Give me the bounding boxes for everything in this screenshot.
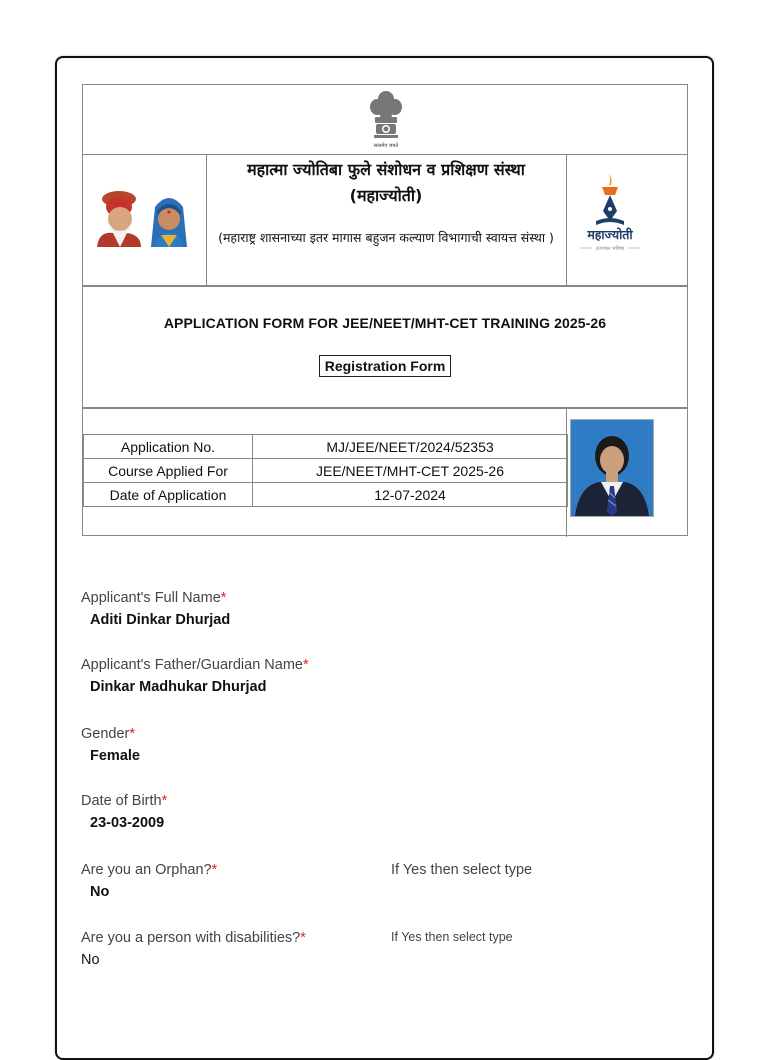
guardian-name-label-text: Applicant's Father/Guardian Name (81, 657, 303, 673)
orphan-label (81, 862, 217, 878)
orphan-label-text: Are you an Orphan? (81, 862, 212, 878)
gender-label (81, 726, 140, 742)
guardian-name-label (81, 657, 309, 673)
mahajyoti-logo-cell (566, 155, 687, 285)
emblem-row (82, 84, 688, 155)
required-marker: * (129, 726, 136, 742)
dob-value: 23-03-2009 (90, 815, 165, 831)
required-marker: * (300, 930, 306, 946)
full-name-field (81, 590, 230, 628)
application-date-label: Date of Application (84, 483, 253, 507)
dob-label (81, 793, 167, 809)
course-applied-label: Course Applied For (84, 459, 253, 483)
required-marker: * (220, 590, 227, 606)
institution-name: महात्मा ज्योतिबा फुले संशोधन व प्रशिक्षण संस्था (महाज्योती) (247, 160, 525, 205)
institution-subtitle: (महाराष्ट्र शासनाच्या इतर मागास बहुजन कल्याण विभागाची स्वायत्त संस्था ) (218, 230, 554, 245)
photo-cell (566, 408, 689, 537)
disability-label-text: Are you a person with disabilities? (81, 930, 301, 946)
registration-form-label: Registration Form (319, 355, 452, 377)
gender-label-text: Gender (81, 726, 130, 742)
form-title-row (82, 285, 688, 409)
table-row (84, 459, 568, 483)
gender-value: Female (90, 748, 140, 764)
form-title: APPLICATION FORM FOR JEE/NEET/MHT-CET TRAINING 2025-26 (163, 315, 607, 331)
orphan-field (81, 862, 217, 900)
gender-field (81, 726, 140, 764)
mahajyoti-logo-icon (566, 155, 687, 285)
required-marker: * (211, 862, 218, 878)
institution-row (82, 154, 688, 286)
guardian-name-field (81, 657, 309, 695)
required-marker: * (303, 657, 309, 673)
institution-name-cell (206, 155, 567, 285)
application-date-value: 12-07-2024 (253, 483, 568, 507)
founders-portrait-icon (83, 155, 206, 285)
orphan-type-label: If Yes then select type (391, 862, 533, 878)
disability-label (81, 930, 306, 946)
logo-text: महाज्योती (587, 227, 633, 242)
table-row (84, 435, 568, 459)
founders-portrait-cell (83, 155, 207, 285)
application-details-table (83, 434, 568, 507)
orphan-value: No (90, 884, 110, 900)
required-marker: * (161, 793, 168, 809)
disability-value: No (81, 952, 100, 968)
national-emblem-icon (367, 87, 405, 151)
table-row (84, 483, 568, 507)
application-no-label: Application No. (84, 435, 253, 459)
applicant-photo (570, 419, 654, 517)
logo-tagline: उज्ज्वल भविष्य (595, 246, 625, 252)
guardian-name-value: Dinkar Madhukar Dhurjad (90, 679, 267, 695)
dob-label-text: Date of Birth (81, 793, 162, 809)
full-name-value: Aditi Dinkar Dhurjad (90, 612, 231, 628)
course-applied-value: JEE/NEET/MHT-CET 2025-26 (253, 459, 568, 483)
full-name-label-text: Applicant's Full Name (81, 590, 221, 606)
application-no-value: MJ/JEE/NEET/2024/52353 (253, 435, 568, 459)
disability-field (81, 930, 306, 968)
application-details-row (82, 407, 688, 536)
full-name-label (81, 590, 230, 606)
disability-type-label: If Yes then select type (391, 930, 513, 944)
emblem-motto: सत्यमेव जयते (373, 143, 399, 149)
dob-field (81, 793, 167, 831)
